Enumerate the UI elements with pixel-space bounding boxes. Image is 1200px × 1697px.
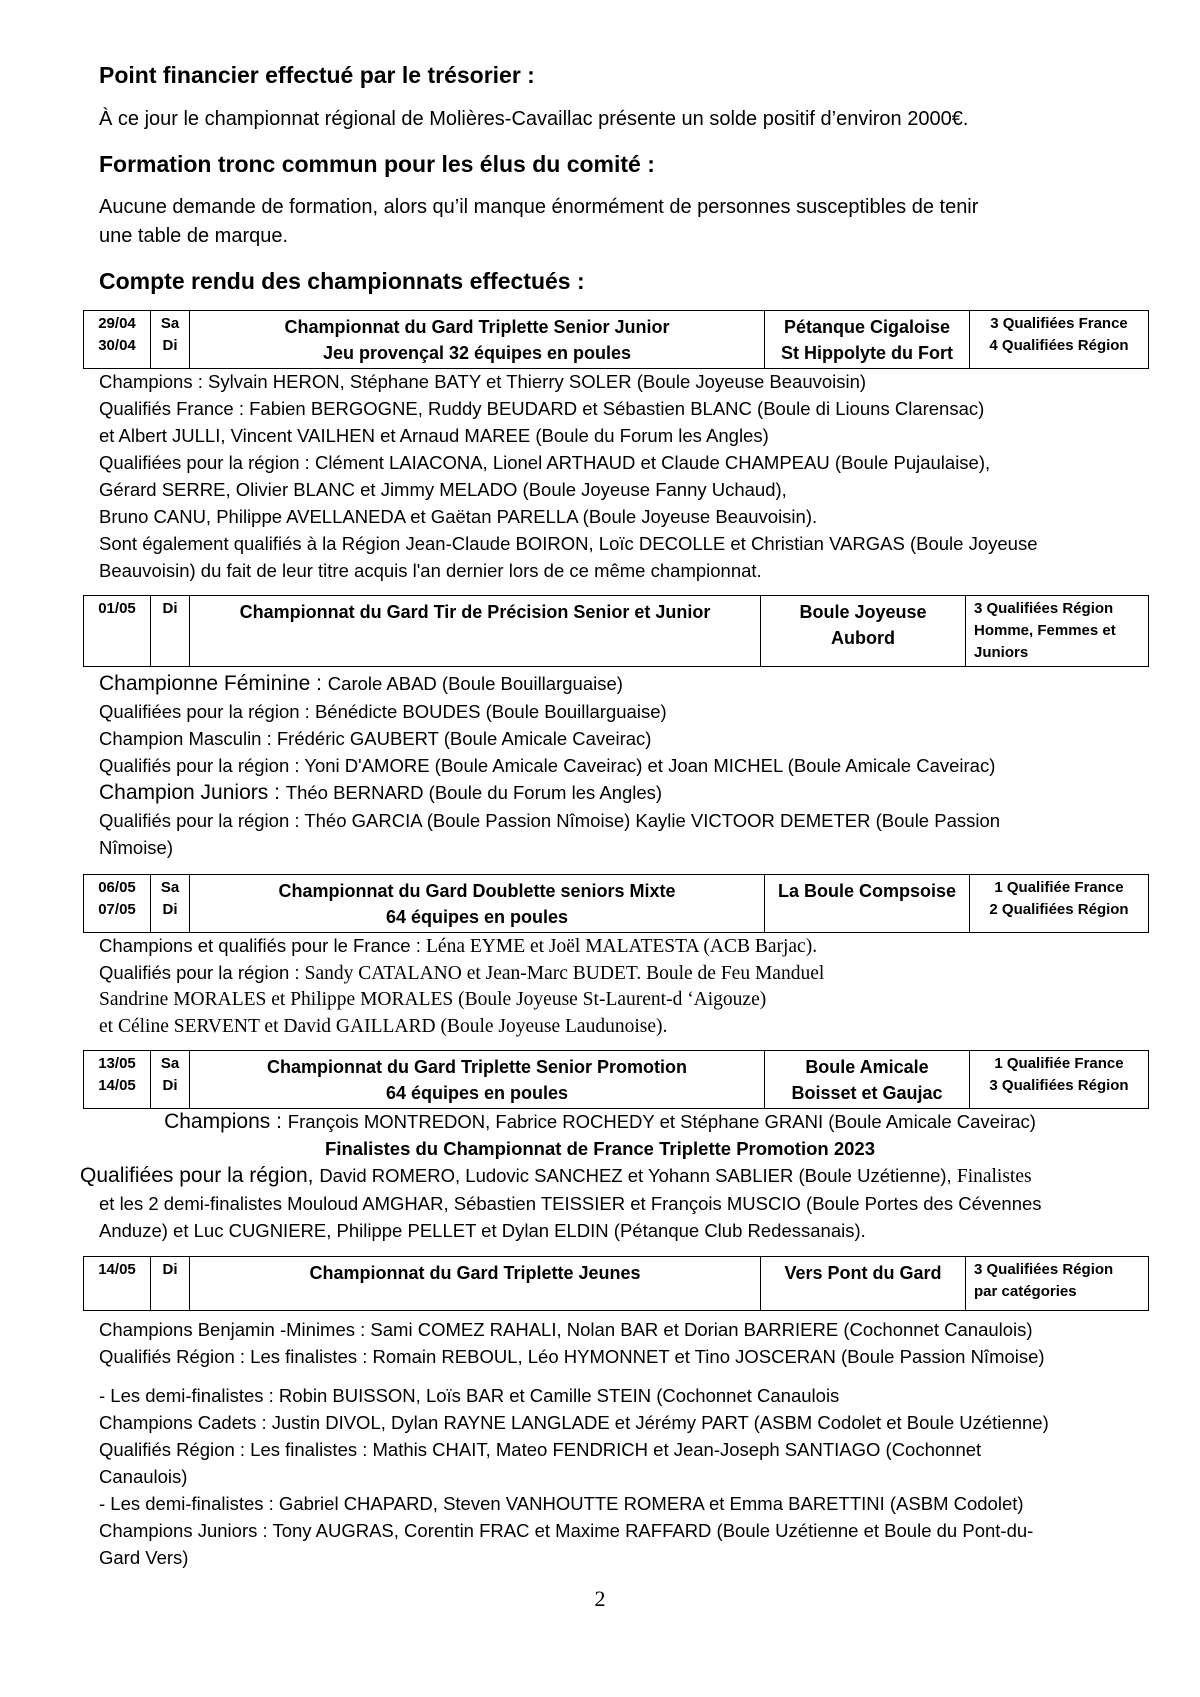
result-line: Qualifiés Région : Les finalistes : Mathis CHAIT, Mateo FENDRICH et Jean-Joseph SANTIAGO (Cochonnet <box>99 1439 982 1460</box>
result-line: - Les demi-finalistes : Gabriel CHAPARD, Steven VANHOUTTE ROMERA et Emma BARETTINI (ASBM Codolet) <box>99 1493 1024 1514</box>
event-location: Vers Pont du Gard <box>761 1257 966 1311</box>
event-title: Championnat du Gard Triplette Senior Promotion 64 équipes en poules <box>190 1051 765 1109</box>
event-title: Championnat du Gard Tir de Précision Senior et Junior <box>190 596 761 667</box>
result-line: Sandrine MORALES et Philippe MORALES (Boule Joyeuse St-Laurent-d ‘Aigouze) <box>99 989 767 1010</box>
result-line: Anduze) et Luc CUGNIERE, Philippe PELLET et Dylan ELDIN (Pétanque Club Redessanais). <box>99 1220 866 1241</box>
event-title: Championnat du Gard Triplette Senior Junior Jeu provençal 32 équipes en poules <box>190 311 765 369</box>
event-days: Di <box>151 1257 190 1311</box>
event-table-4 <box>83 1050 1149 1109</box>
event-dates: 01/05 <box>84 596 151 667</box>
result-line: Gard Vers) <box>99 1547 189 1568</box>
result-line: Qualifiées pour la région, David ROMERO, Ludovic SANCHEZ et Yohann SABLIER (Boule Uzétienne), Finalistes <box>80 1164 1032 1187</box>
event-title: Championnat du Gard Triplette Jeunes <box>190 1257 761 1311</box>
page-number: 2 <box>594 1586 606 1611</box>
result-line: Qualifiées pour la région : Clément LAIACONA, Lionel ARTHAUD et Claude CHAMPEAU (Boule Pujaulaise), <box>99 452 991 473</box>
result-line: Champions et qualifiés pour le France : Léna EYME et Joël MALATESTA (ACB Barjac). <box>99 935 818 957</box>
training-heading: Formation tronc commun pour les élus du comité : <box>99 151 655 177</box>
event-qualifiers: 3 Qualifiées Région par catégories <box>966 1257 1149 1311</box>
result-line: Canaulois) <box>99 1466 188 1487</box>
event-qualifiers: 1 Qualifiée France 2 Qualifiées Région <box>970 875 1149 933</box>
event-dates: 14/05 <box>84 1257 151 1311</box>
finance-text: À ce jour le championnat régional de Molières-Cavaillac présente un solde positif d’environ 2000€. <box>99 108 969 130</box>
event-location: Pétanque Cigaloise St Hippolyte du Fort <box>765 311 970 369</box>
event-qualifiers: 3 Qualifiées France 4 Qualifiées Région <box>970 311 1149 369</box>
result-line: Qualifiés France : Fabien BERGOGNE, Ruddy BEUDARD et Sébastien BLANC (Boule di Liouns Clarensac) <box>99 398 985 419</box>
result-line: Champions Cadets : Justin DIVOL, Dylan RAYNE LANGLADE et Jérémy PART (ASBM Codolet et Boule Uzétienne) <box>99 1412 1049 1433</box>
result-line: Championne Féminine : Carole ABAD (Boule Bouillarguaise) <box>99 672 623 695</box>
result-line: Sont également qualifiés à la Région Jean-Claude BOIRON, Loïc DECOLLE et Christian VARGAS (Boule Joyeuse <box>99 533 1038 554</box>
result-line: Champion Juniors : Théo BERNARD (Boule du Forum les Angles) <box>99 781 663 804</box>
event-days: Sa Di <box>151 1051 190 1109</box>
result-line: Champions : Sylvain HERON, Stéphane BATY et Thierry SOLER (Boule Joyeuse Beauvoisin) <box>99 371 867 392</box>
result-line: Qualifiés Région : Les finalistes : Romain REBOUL, Léo HYMONNET et Tino JOSCERAN (Boule Passion Nîmoise) <box>99 1346 1045 1367</box>
result-line: et Albert JULLI, Vincent VAILHEN et Arnaud MAREE (Boule du Forum les Angles) <box>99 425 769 446</box>
event-table-1 <box>83 310 1149 369</box>
result-line: Champions : François MONTREDON, Fabrice ROCHEDY et Stéphane GRANI (Boule Amicale Caveirac) <box>164 1110 1036 1133</box>
event-qualifiers: 3 Qualifiées Région Homme, Femmes et Juniors <box>966 596 1149 667</box>
reports-heading: Compte rendu des championnats effectués : <box>99 268 585 294</box>
result-line: Bruno CANU, Philippe AVELLANEDA et Gaëtan PARELLA (Boule Joyeuse Beauvoisin). <box>99 506 818 527</box>
finalists-note: Finalistes du Championnat de France Triplette Promotion 2023 <box>325 1138 875 1159</box>
event-location: La Boule Compsoise <box>765 875 970 933</box>
finance-heading: Point financier effectué par le trésorier : <box>99 62 535 88</box>
event-dates: 29/04 30/04 <box>84 311 151 369</box>
event-location: Boule Amicale Boisset et Gaujac <box>765 1051 970 1109</box>
event-location: Boule Joyeuse Aubord <box>761 596 966 667</box>
result-line: Champion Masculin : Frédéric GAUBERT (Boule Amicale Caveirac) <box>99 728 652 749</box>
event-table-3 <box>83 874 1149 933</box>
event-table-5 <box>83 1256 1149 1311</box>
result-line: Qualifiés pour la région : Sandy CATALANO et Jean-Marc BUDET. Boule de Feu Manduel <box>99 962 825 984</box>
result-line: Gérard SERRE, Olivier BLANC et Jimmy MELADO (Boule Joyeuse Fanny Uchaud), <box>99 479 787 500</box>
result-line: Qualifiés pour la région : Théo GARCIA (Boule Passion Nîmoise) Kaylie VICTOOR DEMETER (Boule Passion <box>99 810 1001 831</box>
result-line: Champions Benjamin -Minimes : Sami COMEZ RAHALI, Nolan BAR et Dorian BARRIERE (Cochonnet Canaulois) <box>99 1319 1033 1340</box>
event-table-2 <box>83 595 1149 667</box>
result-line: Nîmoise) <box>99 837 174 858</box>
training-text-2: une table de marque. <box>99 225 289 247</box>
result-line: Beauvoisin) du fait de leur titre acquis l'an dernier lors de ce même championnat. <box>99 560 762 581</box>
event-days: Sa Di <box>151 311 190 369</box>
training-text-1: Aucune demande de formation, alors qu’il manque énormément de personnes susceptibles de tenir <box>99 196 979 218</box>
event-dates: 06/05 07/05 <box>84 875 151 933</box>
event-days: Di <box>151 596 190 667</box>
result-line: Qualifiées pour la région : Bénédicte BOUDES (Boule Bouillarguaise) <box>99 701 667 722</box>
result-line: Champions Juniors : Tony AUGRAS, Corentin FRAC et Maxime RAFFARD (Boule Uzétienne et Boule du Pont-du- <box>99 1520 1034 1541</box>
event-days: Sa Di <box>151 875 190 933</box>
result-line: et Céline SERVENT et David GAILLARD (Boule Joyeuse Laudunoise). <box>99 1016 668 1037</box>
event-title: Championnat du Gard Doublette seniors Mixte 64 équipes en poules <box>190 875 765 933</box>
result-line: et les 2 demi-finalistes Mouloud AMGHAR, Sébastien TEISSIER et François MUSCIO (Boule Portes des Cévennes <box>99 1193 1042 1214</box>
event-dates: 13/05 14/05 <box>84 1051 151 1109</box>
result-line: Qualifiés pour la région : Yoni D'AMORE (Boule Amicale Caveirac) et Joan MICHEL (Boule Amicale Caveirac) <box>99 755 996 776</box>
result-line: - Les demi-finalistes : Robin BUISSON, Loïs BAR et Camille STEIN (Cochonnet Canaulois <box>99 1385 840 1406</box>
event-qualifiers: 1 Qualifiée France 3 Qualifiées Région <box>970 1051 1149 1109</box>
